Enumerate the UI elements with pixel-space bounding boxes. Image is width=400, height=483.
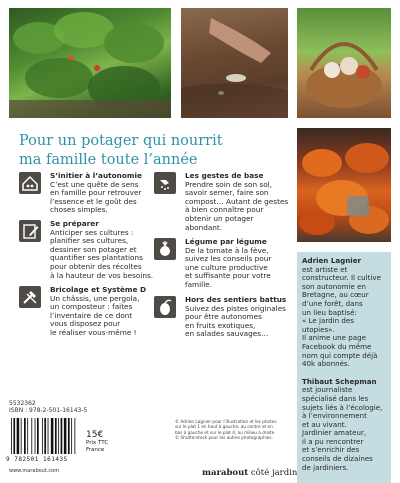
- author-line: son autonomie en: [302, 281, 366, 291]
- vegetable-basket-photo: [297, 8, 391, 118]
- vegetable-icon: [154, 238, 176, 260]
- feature-line: l’inventaire de ce dont: [50, 310, 133, 320]
- feature-line: en famille pour retrouver: [50, 188, 142, 198]
- strawberry-plants-photo: [9, 8, 171, 118]
- feature-line: l’essence et le goût des: [50, 196, 137, 206]
- author-line: Bretagne, au cœur: [302, 290, 369, 300]
- author-line: nom qui compte déjà: [302, 350, 378, 360]
- price: 15€: [86, 430, 104, 440]
- feature-line: le réaliser vous-même !: [50, 327, 137, 337]
- author-line: 40k abonnés.: [302, 359, 350, 369]
- feature-line: en fruits exotiques,: [185, 320, 256, 330]
- publisher-collection: côté jardin: [250, 468, 298, 478]
- feature-title: S’initier à l’autonomie: [50, 171, 142, 180]
- feature-line: famille.: [185, 279, 213, 289]
- credit-line: bas à gauche et sur le plat 4, au milieu à droite.: [175, 429, 276, 435]
- author-line: spécialisé dans les: [302, 393, 369, 403]
- photo-credits: [175, 419, 297, 440]
- feature-line: un composteur : faites: [50, 302, 133, 312]
- author-line: à l’environnement: [302, 411, 367, 421]
- feature-title: Hors des sentiers battus: [185, 295, 287, 304]
- feature-line: savoir semer, faire son: [185, 188, 269, 198]
- feature-hors-sentiers: [185, 296, 311, 339]
- feature-title: Bricolage et Système D: [50, 285, 147, 294]
- feature-legume-par-legume: [185, 238, 311, 290]
- tools-icon: [19, 286, 41, 308]
- author-bio-lagnier: [302, 257, 386, 369]
- feature-line: quantifier ses plantations: [50, 253, 143, 263]
- feature-title: Les gestes de base: [185, 171, 264, 180]
- publisher-logo: [202, 468, 297, 478]
- price-label: Prix TTC: [86, 440, 109, 446]
- publisher-name: marabout: [202, 468, 249, 478]
- headline-line-2: ma famille toute l’année: [19, 152, 198, 168]
- feature-line: suivez les conseils pour: [185, 254, 272, 264]
- feature-line: Un châssis, une pergola,: [50, 293, 140, 303]
- headline-line-1: Pour un potager qui nourrit: [19, 133, 223, 149]
- price-country: France: [86, 446, 105, 453]
- author-line: de jardiniers.: [302, 462, 349, 472]
- barcode: [9, 418, 83, 456]
- feature-line: compost… Autant de gestes: [185, 196, 289, 206]
- feature-line: Suivez des pistes originales: [185, 303, 286, 313]
- author-line: il a pu rencontrer: [302, 436, 364, 446]
- author-line: est journaliste: [302, 385, 353, 395]
- isbn-block: [9, 400, 87, 414]
- pumpkins-photo: [297, 128, 391, 242]
- author-bio-schepman: [302, 378, 386, 473]
- author-line: conseils de dizaines: [302, 454, 373, 464]
- feature-line: vous disposez pour: [50, 319, 121, 329]
- price-block: [86, 430, 108, 453]
- feature-line: Prendre soin de son sol,: [185, 179, 273, 189]
- feature-line: planifier ses cultures,: [50, 236, 129, 246]
- feature-line: choses simples.: [50, 205, 108, 215]
- product-code: 5532362: [9, 400, 36, 407]
- author-line: un lieu baptisé:: [302, 307, 357, 317]
- feature-gestes-de-base: [185, 172, 311, 232]
- author-line: constructeur. Il cultive: [302, 273, 381, 283]
- publisher-url[interactable]: www.marabout.com: [9, 468, 60, 474]
- author-line: Jardinier amateur,: [302, 428, 367, 438]
- author-line: sujets liés à l’écologie,: [302, 402, 383, 412]
- credit-line: © Shutterstock pour les autres photographies.: [175, 434, 273, 440]
- author-name: Adrien Lagnier: [302, 256, 362, 265]
- author-line: Facebook du même: [302, 341, 372, 351]
- feature-line: pour être autonomes: [185, 312, 262, 322]
- headline: [19, 132, 289, 170]
- feature-line: abondant.: [185, 222, 223, 232]
- credit-line: sur le plat 1 en haut à gauche, au centre et en: [175, 424, 273, 430]
- feature-line: et suffisante pour votre: [185, 271, 271, 281]
- isbn: ISBN : 978-2-501-16143-5: [9, 407, 88, 414]
- feature-line: Anticiper ses cultures :: [50, 227, 134, 237]
- feature-line: à la hauteur de vos besoins.: [50, 270, 154, 280]
- notepad-pencil-icon: [19, 220, 41, 242]
- author-line: est artiste et: [302, 264, 348, 274]
- authors-panel: [297, 252, 391, 483]
- feature-line: De la tomate à la fève,: [185, 245, 269, 255]
- feature-title: Légume par légume: [185, 237, 267, 246]
- feature-line: une culture productive: [185, 262, 268, 272]
- family-house-icon: [19, 172, 41, 194]
- credit-line: © Adrien Lagnier pour l’illustration et les photos: [175, 419, 277, 424]
- barcode-digits: 9 782501 161435: [6, 456, 68, 463]
- feature-title: Se préparer: [50, 219, 99, 228]
- feature-line: en salades sauvages…: [185, 329, 269, 339]
- seeding-hand-icon: [154, 172, 176, 194]
- author-line: d’une forêt, dans: [302, 298, 363, 308]
- feature-line: dessiner son potager et: [50, 244, 137, 254]
- author-line: Il anime une page: [302, 333, 366, 343]
- fruit-icon: [154, 296, 176, 318]
- hands-sowing-seeds-photo: [181, 8, 288, 118]
- author-line: « Le jardin des utopies».: [302, 316, 354, 334]
- feature-line: pour obtenir des récoltes: [50, 261, 142, 271]
- feature-line: C’est une quête de sens: [50, 179, 139, 189]
- author-line: et au vivant.: [302, 419, 347, 429]
- author-line: et s’enrichir des: [302, 445, 360, 455]
- feature-line: obtenir un potager: [185, 213, 254, 223]
- author-name: Thibaut Schepman: [302, 376, 377, 386]
- feature-line: à bien connaître pour: [185, 205, 264, 215]
